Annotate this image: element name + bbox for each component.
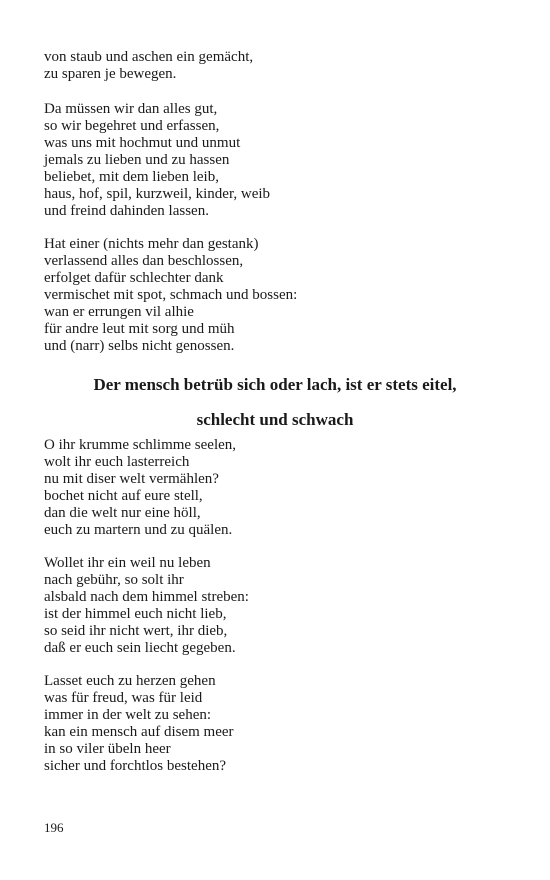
verse-line: Wollet ihr ein weil nu leben [44,555,211,571]
verse-line: zu sparen je bewegen. [44,66,177,82]
verse-line: Da müssen wir dan alles gut, [44,101,218,117]
verse-line: was für freud, was für leid [44,690,203,706]
verse-line: euch zu martern und zu quälen. [44,522,233,538]
page-number: 196 [44,820,64,835]
verse-line: was uns mit hochmut und unmut [44,135,241,151]
verse-line: jemals zu lieben und zu hassen [44,152,230,168]
verse-line: und freind dahinden lassen. [44,203,209,219]
verse-line: wan er errungen vil alhie [44,304,194,320]
verse-line: beliebet, mit dem lieben leib, [44,169,219,185]
verse-line: nach gebühr, so solt ihr [44,572,184,588]
verse-line: Hat einer (nichts mehr dan gestank) [44,236,259,252]
verse-line: alsbald nach dem himmel streben: [44,589,249,605]
verse-line: Lasset euch zu herzen gehen [44,673,216,689]
verse-line: erfolget dafür schlechter dank [44,270,224,286]
verse-line: wolt ihr euch lasterreich [44,454,190,470]
verse-line: von staub und aschen ein gemächt, [44,49,254,65]
verse-line: vermischet mit spot, schmach und bossen: [44,287,298,303]
verse-line: ist der himmel euch nicht lieb, [44,606,227,622]
section-heading-line-2: schlecht und schwach [196,410,354,429]
verse-line: immer in der welt zu sehen: [44,707,212,723]
poem-stanza-1 [44,437,514,539]
verse-line: in so viler übeln heer [44,741,171,757]
section-heading-line-1: Der mensch betrüb sich oder lach, ist er stets eitel, [93,375,457,394]
verse-line: dan die welt nur eine höll, [44,505,201,521]
verse-line: und (narr) selbs nicht genossen. [44,338,235,354]
stanza-3 [44,236,514,355]
verse-line: daß er euch sein liecht gegeben. [44,640,236,656]
verse-line: verlassend alles dan beschlossen, [44,253,244,269]
verse-line: O ihr krumme schlimme seelen, [44,437,237,453]
poem-stanza-2 [44,555,514,657]
stanza-2 [44,101,514,220]
verse-line: so wir begehret und erfassen, [44,118,220,134]
verse-line: bochet nicht auf eure stell, [44,488,203,504]
verse-line: sicher und forchtlos bestehen? [44,758,227,774]
verse-line: für andre leut mit sorg und müh [44,321,235,337]
verse-line: kan ein mensch auf disem meer [44,724,234,740]
stanza-1 [44,49,514,83]
verse-line: haus, hof, spil, kurzweil, kinder, weib [44,186,271,202]
verse-line: nu mit diser welt vermählen? [44,471,219,487]
verse-line: so seid ihr nicht wert, ihr dieb, [44,623,228,639]
poem-stanza-3 [44,673,514,775]
